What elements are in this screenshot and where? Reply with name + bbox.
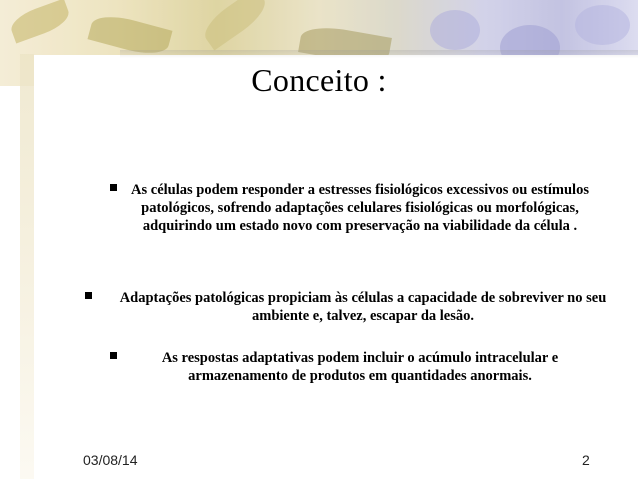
bullet-text-1: As células podem responder a estresses fisiológicos excessivos ou estímulos patológicos, sofrendo adaptações celulares fisiológicas ou morfológicas, adquirindo um estado novo com preservação na viabilidade da célula . — [131, 182, 589, 234]
footer-date: 03/08/14 — [83, 452, 138, 468]
leaf-decoration — [7, 0, 72, 43]
square-bullet-icon — [85, 292, 92, 299]
flower-decoration — [575, 5, 630, 45]
square-bullet-icon — [110, 184, 117, 191]
page-number: 2 — [582, 452, 590, 468]
bullet-text-3: As respostas adaptativas podem incluir o acúmulo intracelular e armazenamento de produtos em quantidades anormais. — [161, 350, 559, 384]
square-bullet-icon — [110, 352, 117, 359]
leaf-decoration — [198, 0, 271, 51]
content-panel — [34, 55, 638, 479]
bullet-text-2: Adaptações patológicas propiciam às células a capacidade de sobreviver no seu ambiente e, talvez, escapar da lesão. — [119, 290, 607, 324]
left-decorative-strip — [20, 54, 34, 479]
panel-shadow — [120, 50, 638, 58]
flower-decoration — [430, 10, 480, 50]
slide-title: Conceito : — [251, 62, 387, 98]
